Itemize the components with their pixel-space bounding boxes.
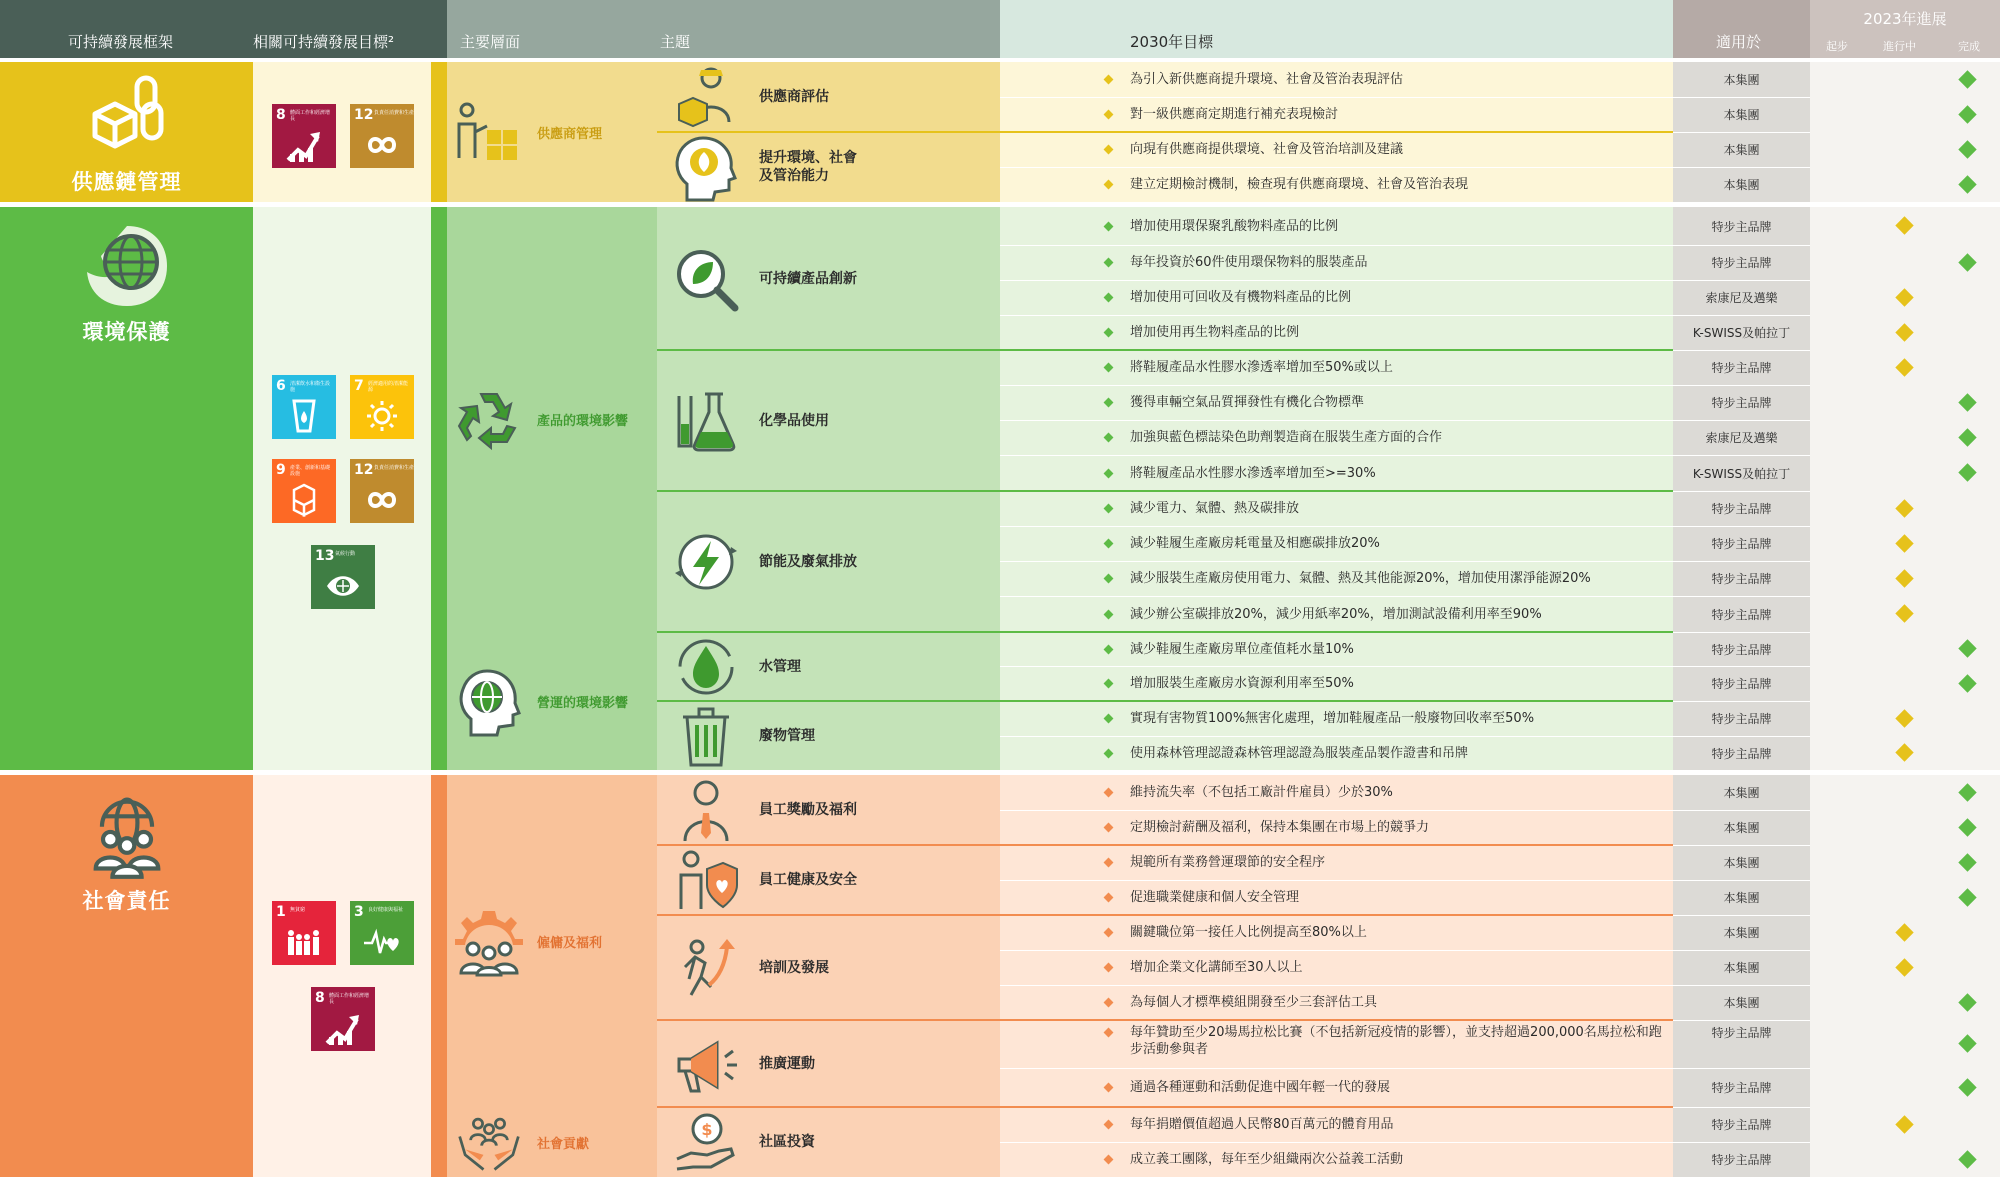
bullet-diamond xyxy=(1104,963,1114,973)
layer-social-contribution xyxy=(447,1107,657,1177)
layer-label: 營運的環境影響 xyxy=(537,695,629,711)
goal-text: 每年投資於60件使用環保物料的服裝產品 xyxy=(1130,255,1368,270)
bullet-diamond xyxy=(1104,823,1114,833)
bullet-diamond xyxy=(1104,1028,1114,1038)
goal-row xyxy=(1000,632,1673,666)
applies-to: 特步主品牌 xyxy=(1711,572,1772,586)
topic-promote-sports xyxy=(657,1020,1000,1107)
goal-row xyxy=(1000,62,1673,97)
applies-to: K-SWISS及帕拉丁 xyxy=(1692,466,1791,481)
social-accent-bar xyxy=(431,775,447,1177)
header-progress-start: 起步 xyxy=(1826,40,1848,53)
bullet-diamond xyxy=(1104,1083,1114,1093)
trash-bin-icon xyxy=(671,701,741,771)
topic-waste-management xyxy=(657,701,1000,770)
applies-to: 索康尼及邁樂 xyxy=(1705,431,1778,445)
sdg-title: 無貧窮 xyxy=(290,907,306,913)
framework-environment xyxy=(0,220,253,346)
framework-label: 供應鏈管理 xyxy=(71,170,182,194)
sdg-number: 3 xyxy=(354,904,364,920)
topic-separator xyxy=(657,131,1673,133)
applies-to: 本集團 xyxy=(1723,143,1760,157)
sdg-title: 產業、創新和基礎設施 xyxy=(290,465,331,477)
header-goals: 2030年目標 xyxy=(1130,33,1214,51)
heartbeat-icon xyxy=(364,925,400,959)
applies-to: 特步主品牌 xyxy=(1711,677,1772,691)
goal-row xyxy=(1000,701,1673,736)
bullet-diamond xyxy=(1104,468,1114,478)
goal-row xyxy=(1000,915,1673,950)
topic-water-management xyxy=(657,632,1000,701)
applies-to: 特步主品牌 xyxy=(1711,361,1772,375)
topic-training-development xyxy=(657,915,1000,1020)
header-bg-mid xyxy=(447,0,1000,58)
applies-to: 本集團 xyxy=(1723,786,1760,800)
water-drop-icon xyxy=(671,632,741,702)
goal-row xyxy=(1000,245,1673,280)
header-applies: 適用於 xyxy=(1716,33,1762,51)
framework-social xyxy=(0,785,253,915)
bullet-diamond xyxy=(1104,539,1114,549)
bullet-diamond xyxy=(1104,75,1114,85)
applies-to: 特步主品牌 xyxy=(1711,1118,1772,1132)
applies-to: 特步主品牌 xyxy=(1711,256,1772,270)
topic-health-safety xyxy=(657,845,1000,915)
applies-to: 本集團 xyxy=(1723,856,1760,870)
bullet-diamond xyxy=(1104,180,1114,190)
goal-text: 對一級供應商定期進行補充表現檢討 xyxy=(1130,107,1339,122)
sdg-title: 經濟適用的清潔能源 xyxy=(368,381,409,393)
sdg-tile-1 xyxy=(272,901,336,965)
bullet-diamond xyxy=(1104,363,1114,373)
topic-separator xyxy=(657,844,1673,846)
goal-text: 獲得車輛空氣品質揮發性有機化合物標準 xyxy=(1130,395,1365,410)
bullet-diamond xyxy=(1104,398,1114,408)
goal-row xyxy=(1000,666,1673,701)
applies-to: 索康尼及邁樂 xyxy=(1705,291,1778,305)
topic-label: 員工獎勵及福利 xyxy=(759,802,857,818)
sun-icon xyxy=(364,399,400,433)
infinity-icon xyxy=(364,483,400,517)
goal-row xyxy=(1000,167,1673,202)
goal-row xyxy=(1000,985,1673,1020)
bullet-diamond xyxy=(1104,328,1114,338)
goal-row xyxy=(1000,810,1673,845)
header-topic: 主題 xyxy=(660,33,691,51)
sdg-number: 8 xyxy=(276,107,286,123)
bullet-diamond xyxy=(1104,110,1114,120)
svg-text:$: $ xyxy=(701,1120,713,1139)
framework-label: 社會責任 xyxy=(82,889,171,913)
goal-row xyxy=(1000,526,1673,561)
goal-text: 為每個人才標準模組開發至少三套評估工具 xyxy=(1130,995,1378,1010)
goal-row xyxy=(1000,350,1673,385)
bullet-diamond xyxy=(1104,258,1114,268)
topic-label: 提升環境、社會 及管治能力 xyxy=(759,150,857,184)
health-shield-icon xyxy=(671,845,741,915)
goal-text: 減少電力、氣體、熱及碳排放 xyxy=(1130,501,1300,516)
topic-chemical-use xyxy=(657,350,1000,491)
applies-to: 特步主品牌 xyxy=(1711,746,1772,761)
goal-row xyxy=(1000,596,1673,632)
goal-row xyxy=(1000,1020,1673,1068)
goal-row xyxy=(1000,132,1673,167)
goal-text: 建立定期檢討機制，檢查現有供應商環境、社會及管治表現 xyxy=(1130,177,1469,192)
topic-separator xyxy=(657,700,1673,702)
framework-supply-chain xyxy=(0,70,253,196)
topic-label: 節能及廢氣排放 xyxy=(759,553,857,570)
applies-to: 特步主品牌 xyxy=(1711,219,1772,234)
applies-to: 特步主品牌 xyxy=(1711,607,1772,622)
sdg-tile-6 xyxy=(272,375,336,439)
sdg-title: 清潔飲水和衞生設施 xyxy=(290,381,331,393)
infinity-icon xyxy=(364,128,400,162)
sdg-number: 12 xyxy=(354,462,374,478)
topic-label: 培訓及發展 xyxy=(759,959,829,976)
bullet-diamond xyxy=(1104,433,1114,443)
applies-to: 特步主品牌 xyxy=(1711,1026,1772,1040)
leaf-magnifier-icon xyxy=(671,244,741,314)
bullet-diamond xyxy=(1104,714,1114,724)
header-progress-ongoing: 進行中 xyxy=(1883,40,1916,53)
sdg-tile-7 xyxy=(350,375,414,439)
topic-label: 供應商評估 xyxy=(759,89,829,105)
goal-text: 定期檢討薪酬及福利，保持本集團在市場上的競爭力 xyxy=(1130,820,1430,835)
goal-text: 減少服裝生產廠房使用電力、氣體、熱及其他能源20%，增加使用潔淨能源20% xyxy=(1130,571,1591,586)
header-progress-done: 完成 xyxy=(1958,40,1980,53)
person-boxes-icon xyxy=(453,96,525,168)
growth-runner-icon xyxy=(671,933,741,1003)
goal-row xyxy=(1000,385,1673,420)
goal-row xyxy=(1000,455,1673,491)
sdg-number: 7 xyxy=(354,378,364,394)
goal-row xyxy=(1000,736,1673,770)
bullet-diamond xyxy=(1104,788,1114,798)
sdg-number: 8 xyxy=(315,990,325,1006)
topic-label: 員工健康及安全 xyxy=(759,872,857,888)
goal-text: 實現有害物質100%無害化處理，增加鞋履產品一般廢物回收率至50% xyxy=(1130,711,1535,726)
sdg-number: 13 xyxy=(315,548,335,564)
topic-supplier-evaluation xyxy=(657,62,1000,132)
bullet-diamond xyxy=(1104,998,1114,1008)
goal-row xyxy=(1000,1142,1673,1177)
applies-to: 本集團 xyxy=(1723,926,1760,940)
topic-label: 水管理 xyxy=(759,658,801,675)
layer-product-env-impact xyxy=(447,207,657,632)
layer-supplier-management xyxy=(447,62,657,202)
cubes-icon xyxy=(286,483,322,517)
goal-text: 減少鞋履生產廠房耗電量及相應碳排放20% xyxy=(1130,536,1380,551)
layer-label: 產品的環境影響 xyxy=(537,414,629,429)
topic-separator xyxy=(657,490,1673,492)
applies-to: 特步主品牌 xyxy=(1711,1081,1772,1095)
header-layer: 主要層面 xyxy=(460,33,521,51)
growth-chart-icon xyxy=(325,1011,361,1045)
sdg-tile-8 xyxy=(311,987,375,1051)
applies-to: K-SWISS及帕拉丁 xyxy=(1692,326,1791,340)
sdg-number: 9 xyxy=(276,462,286,478)
goal-text: 使用森林管理認證森林管理認證為服裝產品製作證書和吊牌 xyxy=(1130,745,1469,761)
bullet-diamond xyxy=(1104,145,1114,155)
goal-row xyxy=(1000,561,1673,596)
bullet-diamond xyxy=(1104,293,1114,303)
applies-to: 特步主品牌 xyxy=(1711,642,1772,657)
applies-to: 本集團 xyxy=(1723,961,1760,975)
goal-row xyxy=(1000,845,1673,880)
goal-text: 加強與藍色標誌染色助劑製造商在服裝生產方面的合作 xyxy=(1130,430,1443,445)
env-accent-bar xyxy=(431,207,447,770)
energy-bolt-icon xyxy=(671,527,741,597)
supplier-box-icon xyxy=(671,62,741,132)
goal-text: 成立義工團隊，每年至少組織兩次公益義工活動 xyxy=(1130,1152,1404,1167)
topic-separator xyxy=(657,914,1673,916)
goal-text: 維持流失率（不包括工廠計件雇員）少於30% xyxy=(1130,785,1393,800)
goal-row xyxy=(1000,97,1673,132)
bullet-diamond xyxy=(1104,1155,1114,1165)
supply-accent-bar xyxy=(431,62,447,202)
goal-text: 增加企業文化講師至30人以上 xyxy=(1130,960,1303,975)
applies-to: 特步主品牌 xyxy=(1711,537,1772,551)
bullet-diamond xyxy=(1104,221,1114,231)
framework-label: 環境保護 xyxy=(82,320,171,344)
goal-text: 向現有供應商提供環境、社會及管治培訓及建議 xyxy=(1130,142,1404,157)
goal-row xyxy=(1000,207,1673,245)
applies-to: 本集團 xyxy=(1723,108,1760,122)
goal-text: 減少辦公室碳排放20%，減少用紙率20%，增加測試設備利用率至90% xyxy=(1130,606,1542,622)
sdg-tile-12 xyxy=(350,459,414,523)
header-progress-title: 2023年進展 xyxy=(1863,10,1947,28)
sdg-title: 體面工作和經濟增長 xyxy=(290,110,331,122)
goal-text: 將鞋履產品水性膠水滲透率增加至50%或以上 xyxy=(1130,360,1393,375)
applies-to: 本集團 xyxy=(1723,178,1760,192)
people-globe-icon xyxy=(79,785,175,881)
goal-text: 規範所有業務營運環節的安全程序 xyxy=(1130,855,1326,870)
layer-label: 僱傭及福利 xyxy=(537,935,603,951)
goal-text: 關鍵職位第一接任人比例提高至80%以上 xyxy=(1130,925,1367,940)
applies-to: 本集團 xyxy=(1723,73,1760,87)
bullet-diamond xyxy=(1104,609,1114,619)
goal-row xyxy=(1000,1107,1673,1142)
people-gear-icon xyxy=(453,905,525,977)
family-icon xyxy=(286,925,322,959)
sdg-title: 體面工作和經濟增長 xyxy=(329,993,370,1005)
goal-text: 增加使用再生物料產品的比例 xyxy=(1130,325,1300,340)
growth-chart-icon xyxy=(286,128,322,162)
bullet-diamond xyxy=(1104,679,1114,689)
topic-separator xyxy=(657,349,1673,351)
topic-label: 推廣運動 xyxy=(759,1055,815,1072)
goal-text: 為引入新供應商提升環境、社會及管治表現評估 xyxy=(1130,72,1404,87)
sdg-number: 6 xyxy=(276,378,286,394)
bullet-diamond xyxy=(1104,858,1114,868)
bullet-diamond xyxy=(1104,644,1114,654)
goal-row xyxy=(1000,775,1673,810)
topic-energy-emissions xyxy=(657,491,1000,632)
header-bg-light xyxy=(1000,0,1673,58)
layer-employment-welfare xyxy=(447,775,657,1107)
layer-label: 供應商管理 xyxy=(537,126,603,142)
goal-row xyxy=(1000,315,1673,350)
water-glass-icon xyxy=(286,399,322,433)
sdg-tile-12 xyxy=(350,104,414,168)
goal-row xyxy=(1000,950,1673,985)
applies-to: 特步主品牌 xyxy=(1711,1153,1772,1167)
applies-to: 本集團 xyxy=(1723,996,1760,1010)
sdg-tile-3 xyxy=(350,901,414,965)
flask-icon xyxy=(671,386,741,456)
topic-label: 可持續產品創新 xyxy=(759,270,857,287)
sdg-number: 12 xyxy=(354,107,374,123)
header-sdgs: 相關可持續發展目標² xyxy=(253,33,395,51)
topic-label: 化學品使用 xyxy=(759,412,829,429)
sdg-title: 氣候行動 xyxy=(335,551,356,557)
goal-row xyxy=(1000,880,1673,915)
bullet-diamond xyxy=(1104,893,1114,903)
bullet-diamond xyxy=(1104,1120,1114,1130)
topic-employee-rewards xyxy=(657,775,1000,845)
sdg-title: 負責任消費和生產 xyxy=(374,465,415,471)
megaphone-icon xyxy=(671,1029,741,1099)
money-hand-icon xyxy=(671,1107,741,1177)
topic-esg-capacity xyxy=(657,132,1000,202)
layer-label: 社會貢獻 xyxy=(537,1136,590,1152)
bullet-diamond xyxy=(1104,574,1114,584)
topic-community-investment xyxy=(657,1107,1000,1177)
applies-to: 本集團 xyxy=(1723,891,1760,905)
applies-to: 特步主品牌 xyxy=(1711,712,1772,726)
goal-text: 將鞋履產品水性膠水滲透率增加至>=30% xyxy=(1130,465,1376,481)
bullet-diamond xyxy=(1104,928,1114,938)
applies-to: 本集團 xyxy=(1723,821,1760,835)
sdg-tile-13 xyxy=(311,545,375,609)
goal-text: 減少鞋履生產廠房單位產值耗水量10% xyxy=(1130,641,1354,657)
goal-text: 每年捐贈價值超過人民幣80百萬元的體育用品 xyxy=(1130,1117,1394,1132)
topic-label: 廢物管理 xyxy=(759,727,815,744)
header-framework: 可持續發展框架 xyxy=(68,33,174,51)
sdg-title: 良好健康與福祉 xyxy=(368,907,404,913)
sdg-title: 負責任消費和生產 xyxy=(374,110,415,116)
eye-globe-icon xyxy=(325,569,361,603)
globe-leaf-icon xyxy=(81,220,173,312)
hands-people-icon xyxy=(453,1109,525,1175)
goal-row xyxy=(1000,280,1673,315)
applies-to: 特步主品牌 xyxy=(1711,396,1772,410)
sdg-number: 1 xyxy=(276,904,286,920)
social-sdg-bg xyxy=(253,775,431,1177)
sdg-tile-9 xyxy=(272,459,336,523)
head-leaf-icon xyxy=(671,132,741,202)
goal-row xyxy=(1000,491,1673,526)
goal-text: 促進職業健康和個人安全管理 xyxy=(1130,890,1300,905)
goal-text: 增加服裝生產廠房水資源利用率至50% xyxy=(1130,676,1354,691)
goal-text: 通過各種運動和活動促進中國年輕一代的發展 xyxy=(1130,1080,1391,1095)
recycle-icon xyxy=(453,384,525,456)
sdg-tile-8 xyxy=(272,104,336,168)
employee-icon xyxy=(671,775,741,845)
applies-to: 特步主品牌 xyxy=(1711,502,1772,516)
topic-label: 社區投資 xyxy=(759,1134,815,1150)
goal-text: 每年贊助至少20場馬拉松比賽（不包括新冠疫情的影響），並支持超過200,000名馬拉松和跑步活動參與者 xyxy=(1130,1025,1662,1057)
topic-separator xyxy=(657,1019,1673,1021)
bullet-diamond xyxy=(1104,748,1114,758)
topic-separator xyxy=(657,631,1673,633)
topic-sustainable-innovation xyxy=(657,207,1000,350)
topic-separator xyxy=(657,1106,1673,1108)
layer-operation-env-impact xyxy=(447,632,657,770)
boxes-chain-icon xyxy=(81,70,173,162)
goal-text: 增加使用環保聚乳酸物料產品的比例 xyxy=(1130,218,1339,234)
goal-row xyxy=(1000,420,1673,455)
goal-row xyxy=(1000,1068,1673,1107)
head-globe-icon xyxy=(453,665,525,737)
goal-text: 增加使用可回收及有機物料產品的比例 xyxy=(1130,290,1352,305)
bullet-diamond xyxy=(1104,504,1114,514)
